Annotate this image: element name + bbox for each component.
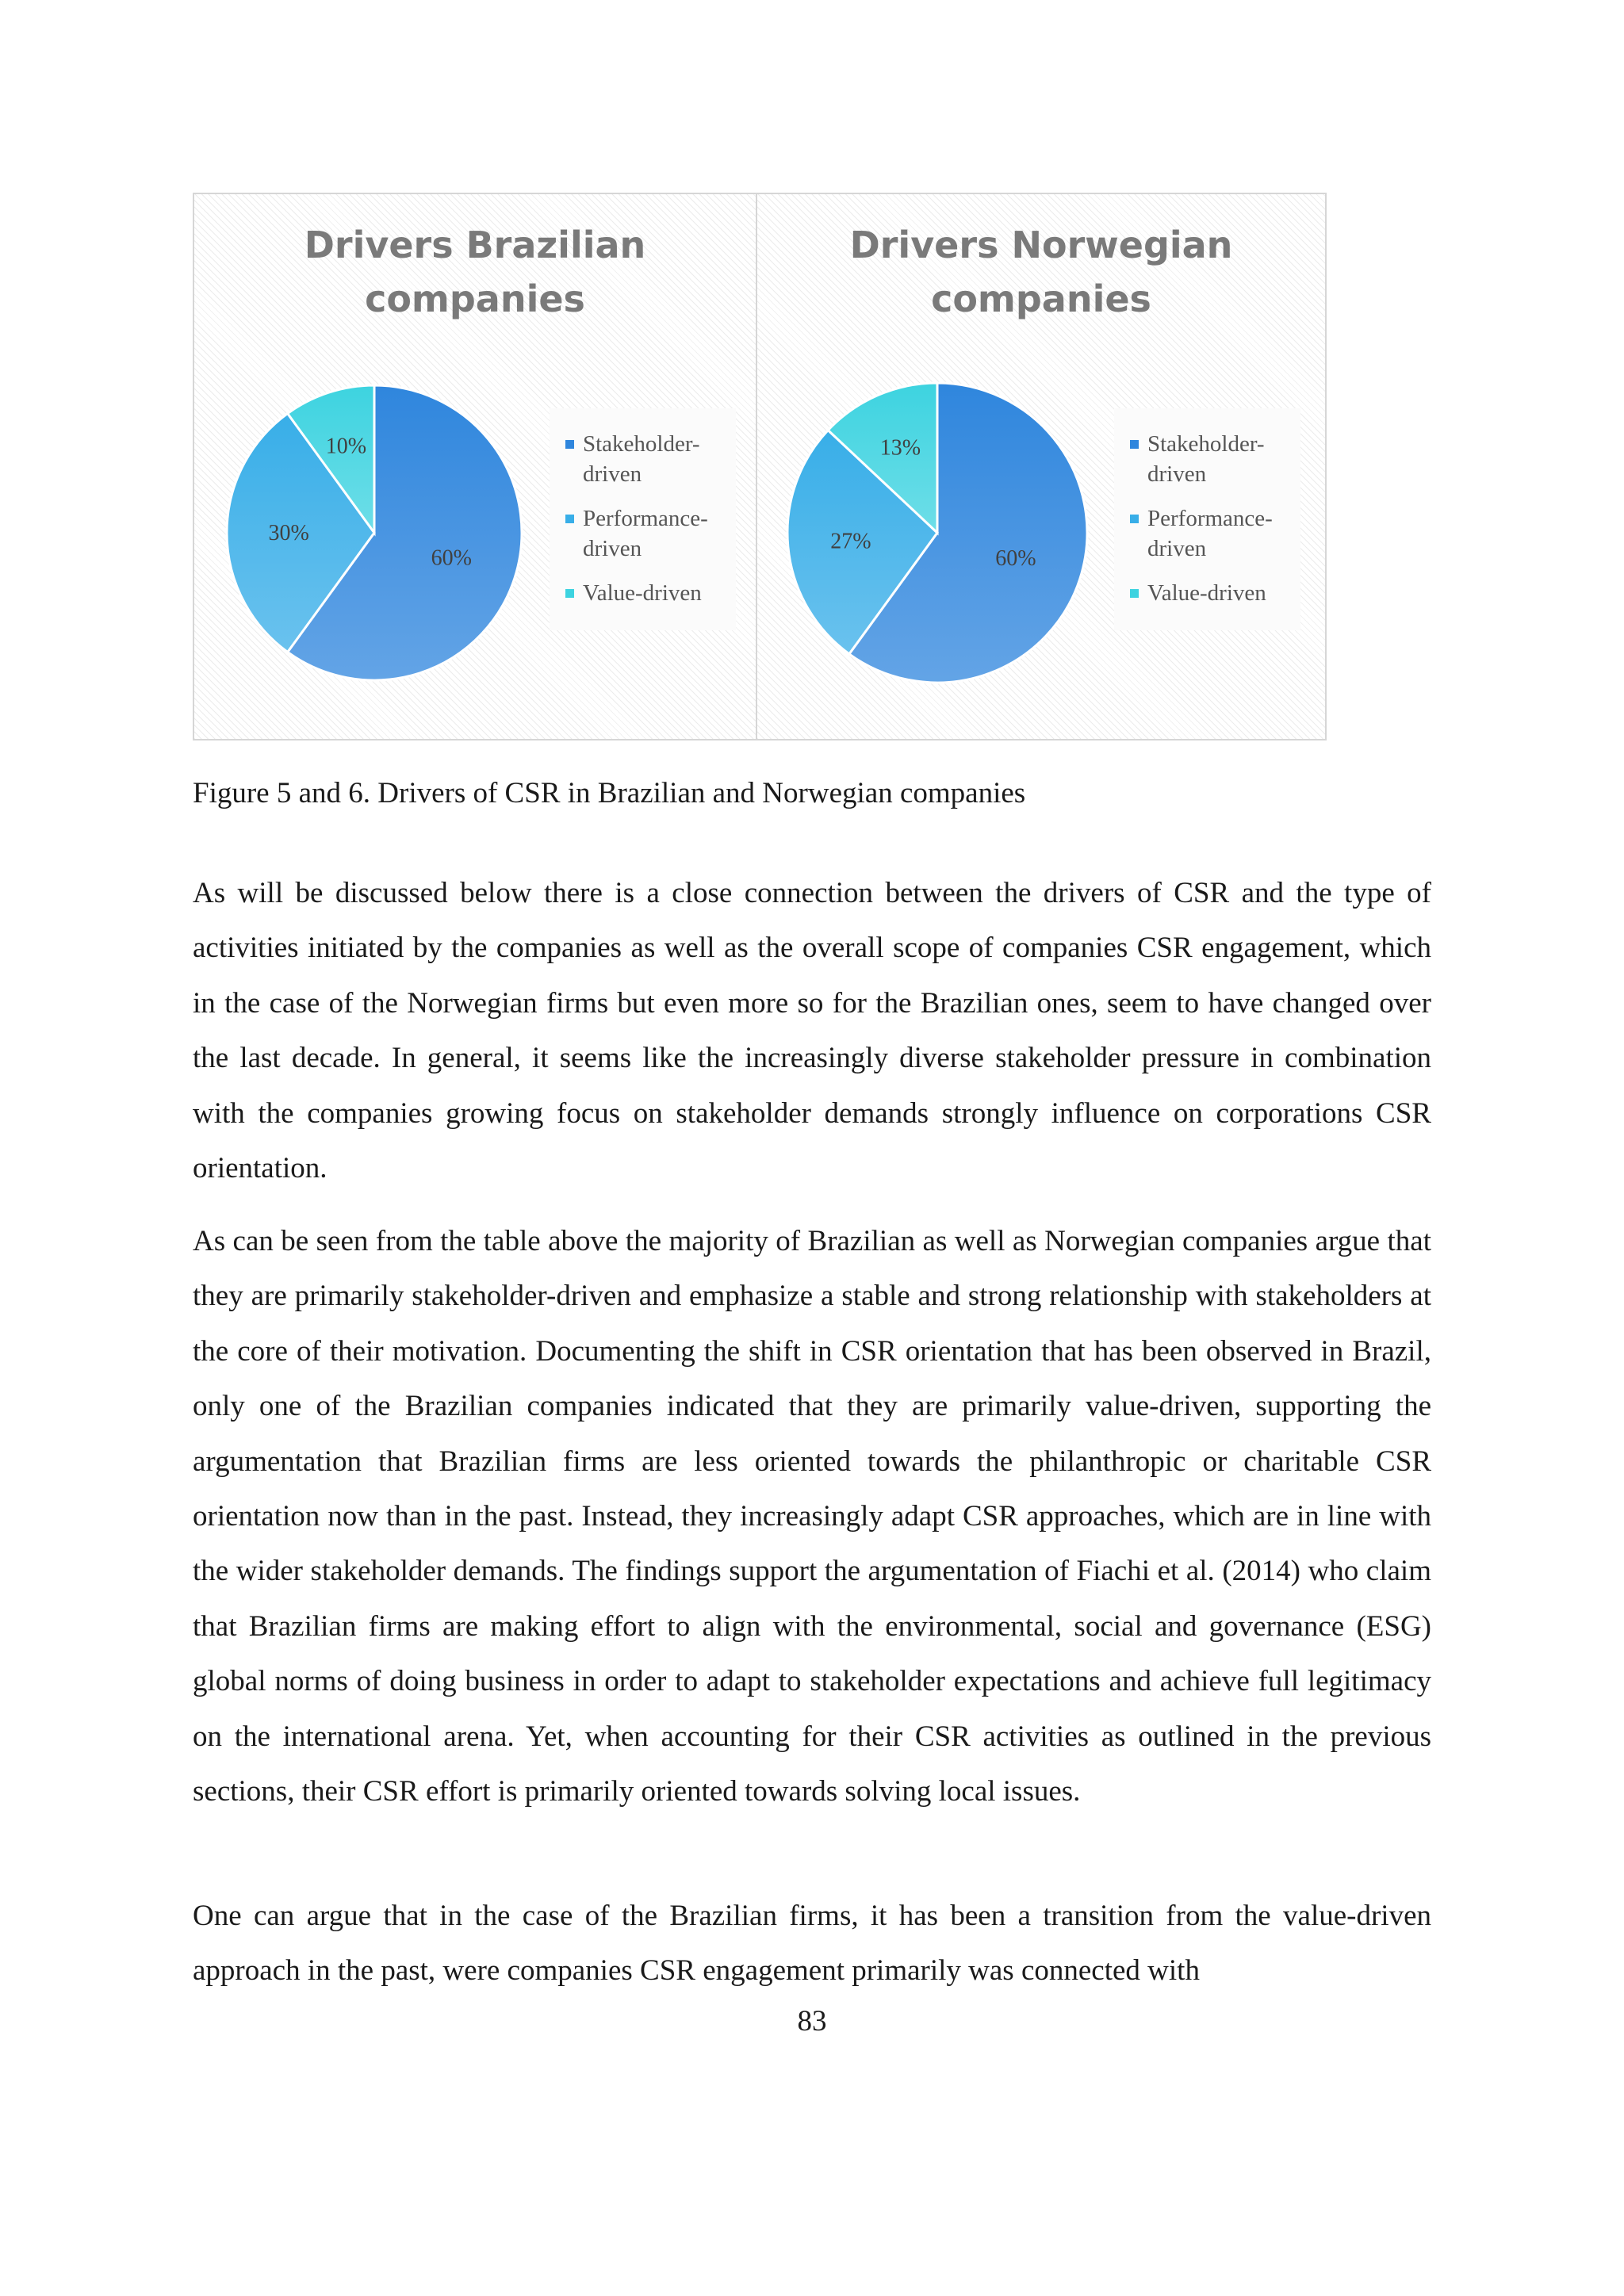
legend-swatch: [1130, 440, 1139, 449]
legend-item-value: [565, 578, 702, 608]
chart-norway: [756, 193, 1327, 740]
legend-label: Value-driven: [1147, 580, 1266, 606]
data-label: 10%: [325, 434, 367, 459]
chart-legend: [550, 408, 736, 630]
legend-swatch: [565, 515, 574, 523]
body-paragraph: One can argue that in the case of the Brazilian firms, it has been a transition from the value-driven approach in the past, were companies CSR engagement primarily was connected with: [193, 1900, 1431, 1988]
body-paragraph: As will be discussed below there is a close connection between the drivers of CSR and the type of activities initiated by the companies as well as the overall scope of companies CSR engagement, which in the case of the Norwegian firms but even more so for the Brazilian ones, seem to have changed over the last decade. In general, it seems like the increasingly diverse stakeholder pressure in combination with the companies growing focus on stakeholder demands strongly influence on corporations CSR orientation.: [193, 877, 1431, 1185]
body-paragraph: As can be seen from the table above the majority of Brazilian as well as Norwegian companies argue that they are primarily stakeholder-driven and emphasize a stable and strong relationship with stakeholders at the core of their motivation. Documenting the shift in CSR orientation that has been observed in Brazil, only one of the Brazilian companies indicated that they are primarily value-driven, supporting the argumentation that Brazilian firms are less oriented towards the philanthropic or charitable CSR orientation now than in the past. Instead, they increasingly adapt CSR approaches, which are in line with the wider stakeholder demands. The findings support the argumentation of Fiachi et al. (2014) who claim that Brazilian firms are making effort to align with the environmental, social and governance (ESG) global norms of doing business in order to adapt to stakeholder expectations and achieve full legitimacy on the international arena. Yet, when accounting for their CSR activities as outlined in the previous sections, their CSR effort is primarily oriented towards solving local issues.: [193, 1225, 1431, 1808]
chart-title: Drivers Norwegian companies: [849, 224, 1233, 320]
legend-label: Stakeholder- driven: [1147, 431, 1265, 487]
page-number: 83: [797, 2005, 827, 2038]
data-label: 60%: [431, 545, 472, 571]
legend-item-stakeholder: [565, 429, 700, 489]
legend-swatch: [565, 440, 574, 449]
legend-item-stakeholder: [1130, 429, 1265, 489]
legend-swatch: [565, 589, 574, 598]
legend-label: Value-driven: [583, 580, 702, 606]
data-label: 13%: [879, 435, 921, 461]
legend-label: Performance- driven: [1147, 506, 1273, 561]
chart-brazil: [193, 193, 757, 740]
legend-swatch: [1130, 515, 1139, 523]
legend-label: Performance- driven: [583, 506, 708, 561]
legend-item-value: [1130, 578, 1266, 608]
data-label: 27%: [830, 529, 871, 554]
data-label: 60%: [995, 546, 1036, 572]
chart-title: Drivers Brazilian companies: [304, 224, 646, 320]
figure-caption: Figure 5 and 6. Drivers of CSR in Brazilian and Norwegian companies: [193, 777, 1026, 809]
legend-swatch: [1130, 589, 1139, 598]
legend-item-performance: [1130, 503, 1273, 564]
chart-legend: [1114, 408, 1300, 630]
legend-item-performance: [565, 503, 708, 564]
data-label: 30%: [268, 521, 309, 545]
legend-label: Stakeholder- driven: [583, 431, 700, 487]
